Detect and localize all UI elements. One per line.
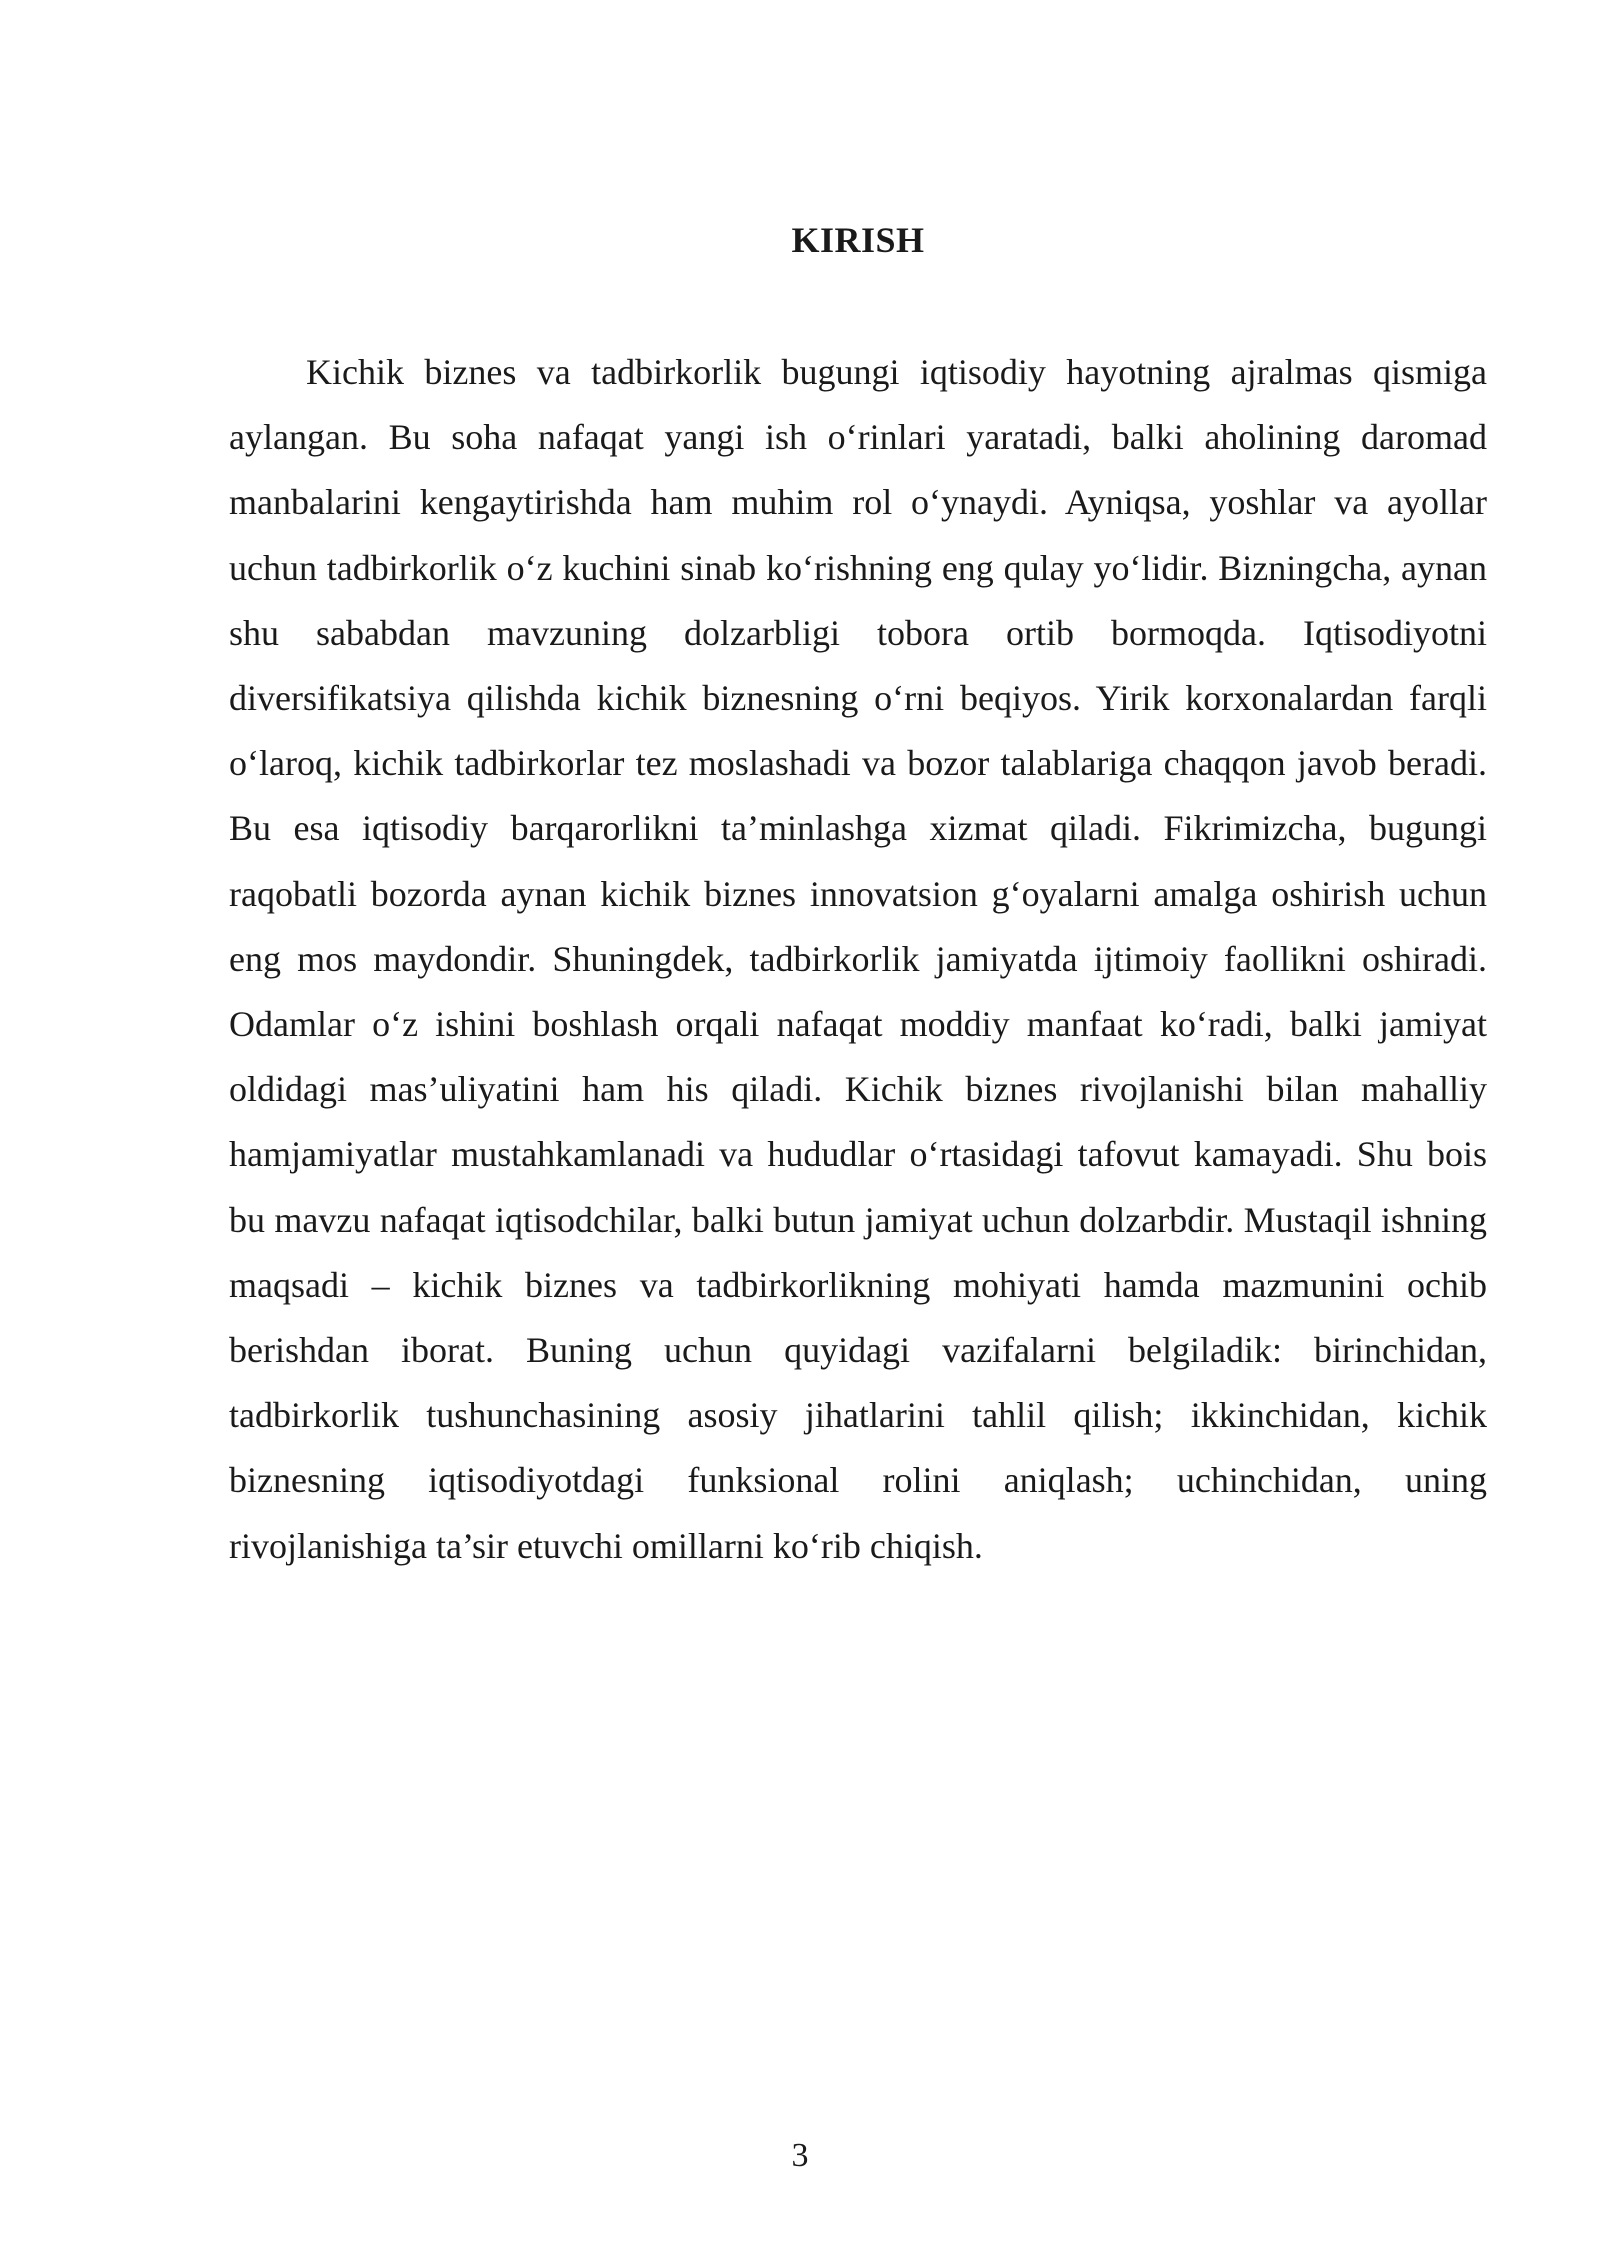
- body-paragraph: Kichik biznes va tadbirkorlik bugungi iqtisodiy hayotning ajralmas qismiga aylangan. Bu soha nafaqat yangi ish o‘rinlari yaratadi, balki aholining daromad manbalarini kengaytirishda ham muhim rol o‘ynaydi. Ayniqsa, yoshlar va ayollar uchun tadbirkorlik o‘z kuchini sinab ko‘rishning eng qulay yo‘lidir. Bizningcha, aynan shu sababdan mavzuning dolzarbligi tobora ortib bormoqda. Iqtisodiyotni diversifikatsiya qilishda kichik biznesning o‘rni beqiyos. Yirik korxonalardan farqli o‘laroq, kichik tadbirkorlar tez moslashadi va bozor talablariga chaqqon javob beradi. Bu esa iqtisodiy barqarorlikni ta’minlashga xizmat qiladi. Fikrimizcha, bugungi raqobatli bozorda aynan kichik biznes innovatsion g‘oyalarni amalga oshirish uchun eng mos maydondir. Shuningdek, tadbirkorlik jamiyatda ijtimoiy faollikni oshiradi. Odamlar o‘z ishini boshlash orqali nafaqat moddiy manfaat ko‘radi, balki jamiyat oldidagi mas’uliyatini ham his qiladi. Kichik biznes rivojlanishi bilan mahalliy hamjamiyatlar mustahkamlanadi va hududlar o‘rtasidagi tafovut kamayadi. Shu bois bu mavzu nafaqat iqtisodchilar, balki butun jamiyat uchun dolzarbdir. Mustaqil ishning maqsadi – kichik biznes va tadbirkorlikning mohiyati hamda mazmunini ochib berishdan iborat. Buning uchun quyidagi vazifalarni belgiladik: birinchidan, tadbirkorlik tushunchasining asosiy jihatlarini tahlil qilish; ikkinchidan, kichik biznesning iqtisodiyotdagi funksional rolini aniqlash; uchinchidan, uning rivojlanishiga ta’sir etuvchi omillarni ko‘rib chiqish.: [229, 352, 1487, 1566]
- page-title: KIRISH: [791, 220, 925, 260]
- page-number: 3: [791, 2137, 809, 2174]
